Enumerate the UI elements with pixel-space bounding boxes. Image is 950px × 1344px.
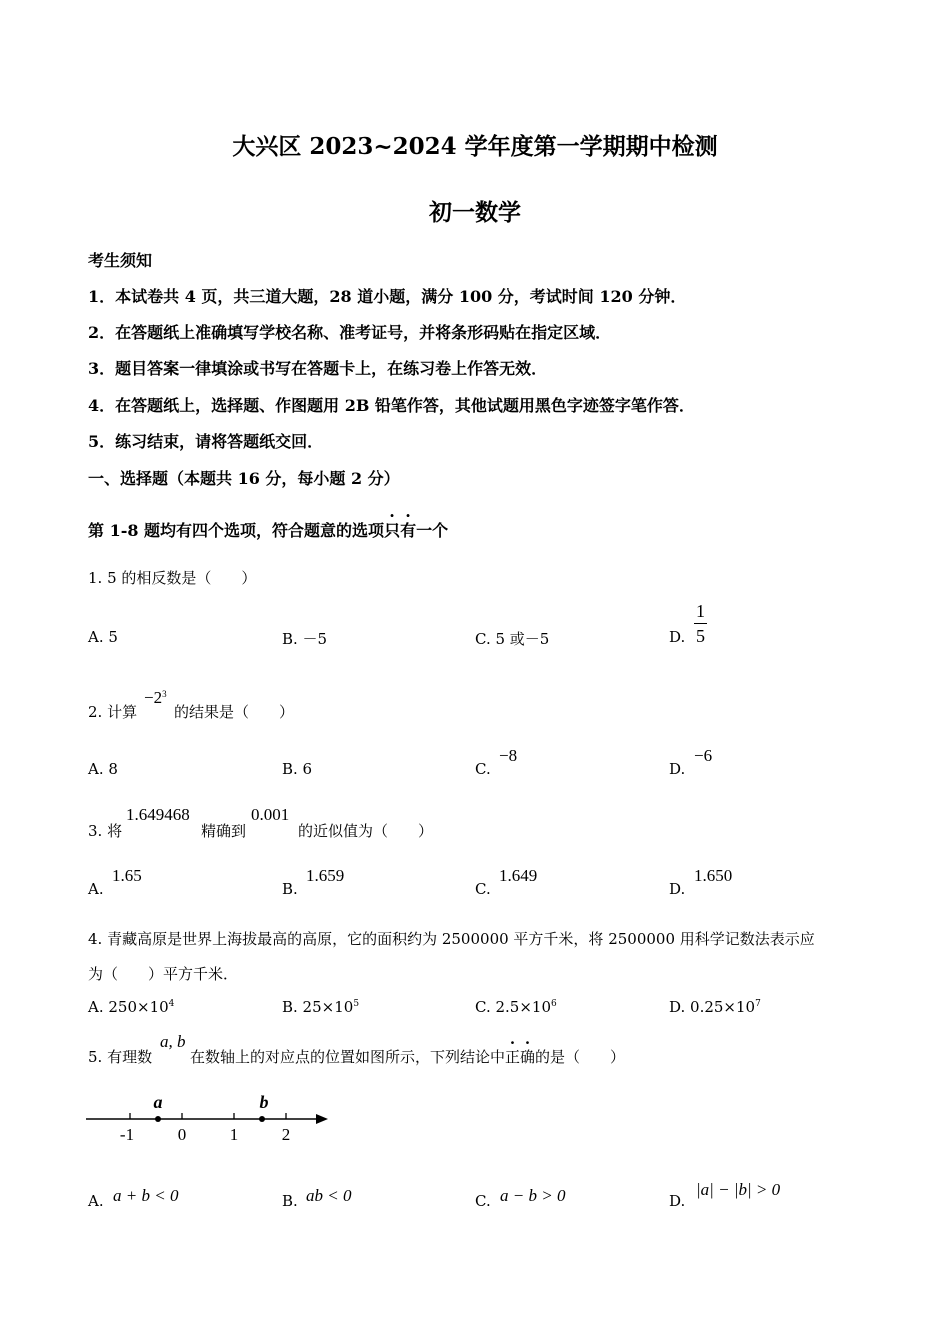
point-a-dot [155,1116,161,1122]
instruction-item-5: 5．练习结束，请将答题纸交回． [88,432,324,451]
tick-label: 1 [229,1125,239,1144]
question-3-option-c-value: 1.649 [499,866,538,885]
question-5-variables: a, b [160,1032,186,1051]
question-3-option-d-label: D. [669,880,686,898]
question-3-precision: 0.001 [251,805,290,824]
question-4-stem-line-1: 4. 青藏高原是世界上海拔最高的高原，它的面积约为 2500000 平方千米，将 2500000 用科学记数法表示应 [88,930,815,948]
question-5-option-a-label: A. [88,1192,104,1210]
tick-label: -1 [119,1125,135,1144]
emphasis-mark: 确 [520,1048,536,1066]
question-2-option-c-value: −8 [499,746,518,765]
instruction-item-3: 3．题目答案一律填涂或书写在答题卡上，在练习卷上作答无效． [88,359,548,378]
question-2-expression: $-2^3$ [144,688,167,707]
question-5-option-a-value: a + b < 0 [113,1186,179,1205]
question-1-stem: 1. 5 的相反数是（ ） [88,569,257,587]
point-b-label: b [259,1092,269,1112]
question-5-option-d-value: |a| − |b| > 0 [696,1180,781,1199]
question-3-option-a-value: 1.65 [112,866,142,885]
question-5-option-b-label: B. [282,1192,298,1210]
emphasis-mark: 只 [384,521,401,540]
question-3-stem-mid: 精确到 [201,822,247,840]
question-2-option-a: A. 8 [88,760,118,778]
question-4-option-c: C. $2.5\times 10^6$ [475,998,557,1016]
section-1-note: 第 1-8 题均有四个选项，符合题意的选项只有一个 [88,518,448,541]
question-3-stem-pre: 3. 将 [88,822,123,840]
question-2-option-d-value: −6 [694,746,713,765]
question-3-option-b-value: 1.659 [306,866,345,885]
question-3-number: 1.649468 [126,805,190,824]
instruction-item-1: 1．本试卷共 4 页，共三道大题，28 道小题，满分 100 分，考试时间 120 分钟． [88,287,687,306]
question-5-option-c-label: C. [475,1192,491,1210]
question-3-option-d-value: 1.650 [694,866,733,885]
question-4-option-b: B. $25\times 10^5$ [282,998,360,1016]
exam-title: 大兴区 2023~2024 学年度第一学期期中检测 [232,133,718,160]
question-5-stem-mid: 在数轴上的对应点的位置如图所示，下列结论中正确的是（ ） [190,1048,626,1066]
question-2-option-b: B. 6 [282,760,313,778]
question-3-stem-post: 的近似值为（ ） [298,822,434,840]
instructions-heading: 考生须知 [88,251,153,270]
question-1-option-d-fraction: $\frac{1}{5}$ [696,601,705,646]
emphasis-mark: 正 [505,1048,521,1066]
tick-label: 0 [177,1125,187,1144]
question-1-option-a: A. 5 [88,628,118,646]
number-line-figure [80,1086,340,1150]
question-5-option-b-value: ab < 0 [306,1186,352,1205]
question-4-stem-line-2: 为（ ）平方千米． [88,965,239,983]
question-4-option-d: D. $0.25\times 10^7$ [669,998,761,1016]
question-5-option-c-value: a − b > 0 [500,1186,566,1205]
question-5-option-d-label: D. [669,1192,686,1210]
point-b-dot [259,1116,265,1122]
emphasis-mark: 有 [400,521,417,540]
question-2-option-c-label: C. [475,760,491,778]
question-1-option-c: C. 5 或－5 [475,630,550,648]
instruction-item-4: 4．在答题纸上，选择题、作图题用 2B 铅笔作答，其他试题用黑色字迹签字笔作答． [88,396,695,415]
arrow-icon [316,1114,328,1124]
point-a-label: a [153,1092,163,1112]
tick-label: 2 [281,1125,291,1144]
question-3-option-b-label: B. [282,880,298,898]
question-5-stem-pre: 5. 有理数 [88,1048,153,1066]
section-1-heading: 一、选择题（本题共 16 分，每小题 2 分） [88,469,400,488]
question-1-option-d: D. [669,628,686,646]
question-3-option-a-label: A. [88,880,104,898]
instruction-item-2: 2．在答题纸上准确填写学校名称、准考证号，并将条形码贴在指定区域． [88,323,612,342]
question-4-option-a: A. $250\times 10^4$ [88,998,175,1016]
question-1-option-b: B. －5 [282,630,328,648]
question-2-stem-post: 的结果是（ ） [174,703,295,721]
question-2-option-d-label: D. [669,760,686,778]
question-3-option-c-label: C. [475,880,491,898]
exam-subject: 初一数学 [429,199,521,226]
question-2-stem-pre: 2. 计算 [88,703,138,721]
